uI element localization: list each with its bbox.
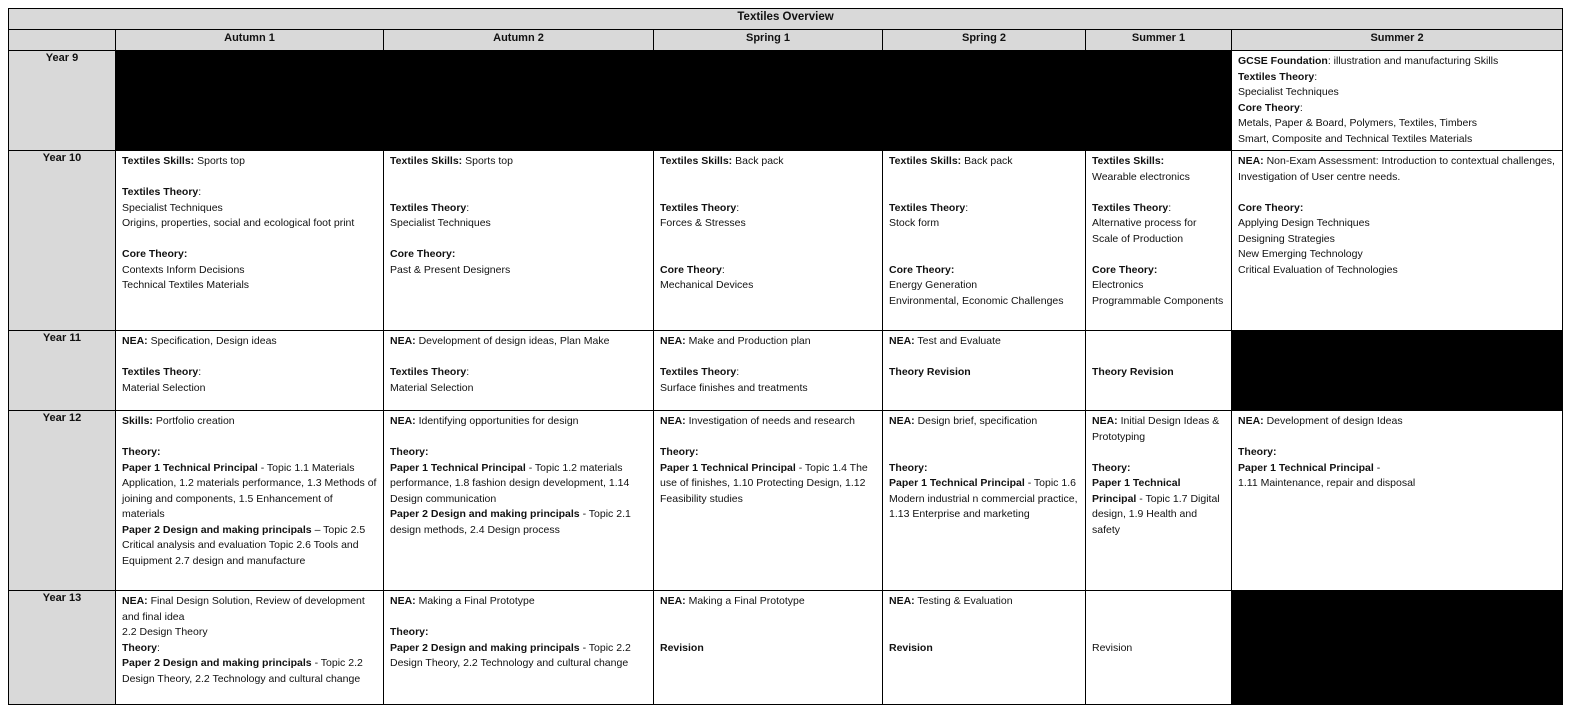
text-line: NEA: Identifying opportunities for design	[390, 415, 579, 427]
text-line: Theory:	[122, 641, 160, 654]
text-line	[122, 170, 377, 186]
text-line: Core Theory:	[889, 263, 955, 276]
text-line	[660, 610, 876, 626]
text-line	[1092, 610, 1225, 626]
cell-year10-summer1	[1086, 151, 1232, 331]
row-year-10	[9, 151, 1563, 331]
text-line: Core Theory:	[1092, 263, 1158, 276]
cell-year11-summer1	[1086, 331, 1232, 411]
text-line	[122, 350, 377, 366]
text-line: Theory Revision	[889, 366, 971, 378]
text-line: Technical Textiles Materials	[122, 279, 250, 291]
text-line: Textiles Theory:	[660, 366, 740, 378]
text-line	[390, 232, 647, 248]
text-line	[660, 350, 876, 366]
text-line: Electronics	[1092, 279, 1144, 291]
cell-year12-spring1	[654, 411, 883, 591]
text-line: NEA: Design brief, specification	[889, 415, 1038, 427]
text-line	[122, 232, 377, 248]
text-line: Textiles Skills: Back pack	[889, 155, 1013, 167]
text-line: Skills: Portfolio creation	[122, 415, 235, 427]
text-line: Contexts Inform Decisions	[122, 263, 245, 276]
text-line: NEA: Development of design Ideas	[1238, 415, 1403, 427]
text-line	[1092, 445, 1225, 461]
text-line: Paper 1 Technical Principal - Topic 1.6 Modern industrial n commercial practice, 1.13 Enterprise and marketing	[889, 477, 1078, 520]
text-line: Theory:	[660, 446, 699, 458]
col-header-autumn2: Autumn 2	[384, 30, 654, 51]
year-label-year12: Year 12	[9, 411, 116, 591]
text-line: NEA: Test and Evaluate	[889, 335, 1001, 347]
text-line: Paper 2 Design and making principals - Topic 2.1 design methods, 2.4 Design process	[390, 508, 631, 536]
text-line	[390, 350, 647, 366]
text-line: Textiles Theory:	[889, 201, 969, 214]
text-line: NEA: Final Design Solution, Review of development and final idea	[122, 595, 365, 623]
blackout-cell-year11-summer2	[1232, 331, 1563, 411]
text-line	[660, 247, 876, 263]
text-line: Textiles Skills: Back pack	[660, 155, 784, 167]
text-line: Designing Strategies	[1238, 232, 1335, 245]
text-line: Energy Generation	[889, 279, 978, 291]
cell-year12-autumn1	[116, 411, 384, 591]
cell-year9-summer2	[1232, 51, 1563, 151]
text-line	[889, 185, 1079, 201]
text-line: Textiles Theory:	[390, 201, 470, 214]
term-header-row	[9, 30, 1563, 51]
col-header-summer1: Summer 1	[1086, 30, 1232, 51]
text-line: Alternative process for Scale of Production	[1092, 217, 1197, 245]
corner-header-cell	[9, 30, 116, 51]
row-year-12	[9, 411, 1563, 591]
cell-year10-autumn1	[116, 151, 384, 331]
text-line: Specialist Techniques	[390, 217, 491, 229]
year-label-year9: Year 9	[9, 51, 116, 151]
text-line	[390, 170, 647, 186]
text-line: Environmental, Economic Challenges	[889, 294, 1064, 307]
year-label-year11: Year 11	[9, 331, 116, 411]
text-line: NEA: Non-Exam Assessment: Introduction to contextual challenges, Investigation of User centre needs.	[1238, 155, 1555, 183]
text-line: Theory:	[1238, 446, 1277, 458]
text-line: Paper 1 Technical Principal - Topic 1.2 materials performance, 1.8 fashion design development, 1.14 Design communication	[390, 461, 630, 505]
text-line: NEA: Development of design ideas, Plan Make	[390, 335, 610, 347]
cell-year13-spring2	[883, 591, 1086, 705]
text-line: Smart, Composite and Technical Textiles Materials	[1238, 132, 1473, 145]
text-line: Surface finishes and treatments	[660, 381, 808, 394]
text-line: New Emerging Technology	[1238, 248, 1363, 260]
text-line: Textiles Skills: Sports top	[122, 155, 245, 167]
text-line: Paper 2 Design and making principals - Topic 2.2 Design Theory, 2.2 Technology and cultural change	[390, 641, 631, 669]
text-line: Forces & Stresses	[660, 217, 746, 229]
text-line	[1238, 430, 1556, 446]
text-line: Paper 2 Design and making principals - Topic 2.2 Design Theory, 2.2 Technology and cultural change	[122, 657, 363, 685]
text-line	[1092, 334, 1225, 350]
cell-year10-autumn2	[384, 151, 654, 331]
text-line	[660, 625, 876, 641]
text-line: Specialist Techniques	[122, 201, 223, 214]
text-line	[889, 610, 1079, 626]
text-line: NEA: Testing & Evaluation	[889, 595, 1013, 607]
text-line	[1092, 185, 1225, 201]
text-line: Theory:	[889, 461, 928, 474]
year-label-year10: Year 10	[9, 151, 116, 331]
text-line: Core Theory:	[660, 263, 725, 276]
text-line	[889, 430, 1079, 446]
text-line: Textiles Skills:	[1092, 155, 1165, 167]
cell-year13-spring1	[654, 591, 883, 705]
text-line: Paper 1 Technical Principal - Topic 1.4 The use of finishes, 1.10 Protecting Design, 1.12 Feasibility studies	[660, 461, 868, 505]
text-line: NEA: Making a Final Prototype	[390, 595, 535, 607]
row-year-13	[9, 591, 1563, 705]
page-title: Textiles Overview	[9, 9, 1563, 30]
text-line	[1092, 350, 1225, 366]
text-line: NEA: Make and Production plan	[660, 335, 811, 347]
cell-year11-spring2	[883, 331, 1086, 411]
text-line	[390, 185, 647, 201]
text-line: Textiles Theory:	[660, 201, 740, 214]
text-line: 1.11 Maintenance, repair and disposal	[1238, 477, 1416, 489]
cell-year10-spring2	[883, 151, 1086, 331]
text-line: Theory:	[390, 446, 429, 458]
cell-year13-autumn2	[384, 591, 654, 705]
text-line: NEA: Making a Final Prototype	[660, 595, 805, 607]
text-line: Textiles Theory:	[122, 186, 202, 198]
text-line: Programmable Components	[1092, 294, 1224, 307]
col-header-spring2: Spring 2	[883, 30, 1086, 51]
cell-year11-autumn2	[384, 331, 654, 411]
text-line: Stock form	[889, 217, 940, 229]
text-line: Origins, properties, social and ecological foot print	[122, 217, 355, 229]
text-line: Theory:	[390, 626, 429, 638]
text-line	[889, 350, 1079, 366]
cell-year12-spring2	[883, 411, 1086, 591]
text-line: Metals, Paper & Board, Polymers, Textiles, Timbers	[1238, 117, 1478, 129]
text-line: Wearable electronics	[1092, 170, 1190, 183]
text-line: Textiles Theory:	[390, 366, 470, 378]
blackout-cell-year9	[116, 51, 1232, 151]
cell-year10-summer2	[1232, 151, 1563, 331]
text-line: Paper 1 Technical Principal - Topic 1.7 Digital design, 1.9 Health and safety	[1092, 477, 1220, 536]
col-header-autumn1: Autumn 1	[116, 30, 384, 51]
text-line	[1092, 247, 1225, 263]
text-line	[390, 430, 647, 446]
row-year-9	[9, 51, 1563, 151]
text-line	[889, 170, 1079, 186]
text-line: Textiles Theory:	[1092, 201, 1172, 214]
text-line: Revision	[1092, 641, 1133, 654]
col-header-summer2: Summer 2	[1232, 30, 1563, 51]
text-line: Past & Present Designers	[390, 263, 511, 276]
text-line: Textiles Theory:	[122, 366, 202, 378]
text-line: Revision	[660, 641, 704, 654]
textiles-overview-table	[8, 8, 1563, 705]
title-row	[9, 9, 1563, 30]
cell-year10-spring1	[654, 151, 883, 331]
text-line: Textiles Theory:	[1238, 70, 1318, 83]
text-line: Critical Evaluation of Technologies	[1238, 263, 1398, 276]
text-line: Mechanical Devices	[660, 279, 754, 291]
text-line: Paper 1 Technical Principal -	[1238, 461, 1381, 474]
text-line: Core Theory:	[1238, 101, 1303, 114]
text-line: Theory Revision	[1092, 366, 1174, 378]
cell-year11-autumn1	[116, 331, 384, 411]
text-line: GCSE Foundation: illustration and manufacturing Skills	[1238, 55, 1499, 67]
text-line: Revision	[889, 641, 933, 654]
text-line	[660, 185, 876, 201]
text-line: Textiles Skills: Sports top	[390, 155, 513, 167]
text-line: Paper 2 Design and making principals – Topic 2.5 Critical analysis and evaluation Topic 2.6 Tools and Equipment 2.7 design and manufacture	[122, 523, 366, 567]
text-line	[889, 445, 1079, 461]
text-line: Material Selection	[122, 381, 206, 394]
text-line: Core Theory:	[122, 248, 188, 260]
text-line: NEA: Specification, Design ideas	[122, 335, 277, 347]
cell-year11-spring1	[654, 331, 883, 411]
year-label-year13: Year 13	[9, 591, 116, 705]
text-line: Material Selection	[390, 381, 474, 394]
text-line: NEA: Investigation of needs and research	[660, 415, 855, 427]
text-line: 2.2 Design Theory	[122, 626, 208, 638]
text-line	[660, 232, 876, 248]
row-year-11	[9, 331, 1563, 411]
cell-year12-autumn2	[384, 411, 654, 591]
text-line	[1092, 625, 1225, 641]
text-line	[1092, 594, 1225, 610]
cell-year13-autumn1	[116, 591, 384, 705]
text-line: Specialist Techniques	[1238, 86, 1339, 98]
text-line: Theory:	[1092, 461, 1131, 474]
text-line: Paper 1 Technical Principal - Topic 1.1 Materials Application, 1.2 materials performance, 1.3 Methods of joining and components, 1.5 Enhancement of materials	[122, 461, 377, 520]
text-line: Core Theory:	[390, 248, 456, 260]
text-line: Core Theory:	[1238, 201, 1304, 214]
text-line	[390, 610, 647, 626]
text-line: Applying Design Techniques	[1238, 217, 1370, 229]
text-line	[660, 170, 876, 186]
text-line	[889, 232, 1079, 248]
text-line	[889, 625, 1079, 641]
text-line	[660, 430, 876, 446]
text-line	[1238, 185, 1556, 201]
col-header-spring1: Spring 1	[654, 30, 883, 51]
text-line	[122, 430, 377, 446]
text-line: Theory:	[122, 446, 161, 458]
cell-year13-summer1	[1086, 591, 1232, 705]
cell-year12-summer2	[1232, 411, 1563, 591]
cell-year12-summer1	[1086, 411, 1232, 591]
blackout-cell-year13-summer2	[1232, 591, 1563, 705]
text-line	[889, 247, 1079, 263]
text-line: NEA: Initial Design Ideas & Prototyping	[1092, 415, 1220, 443]
